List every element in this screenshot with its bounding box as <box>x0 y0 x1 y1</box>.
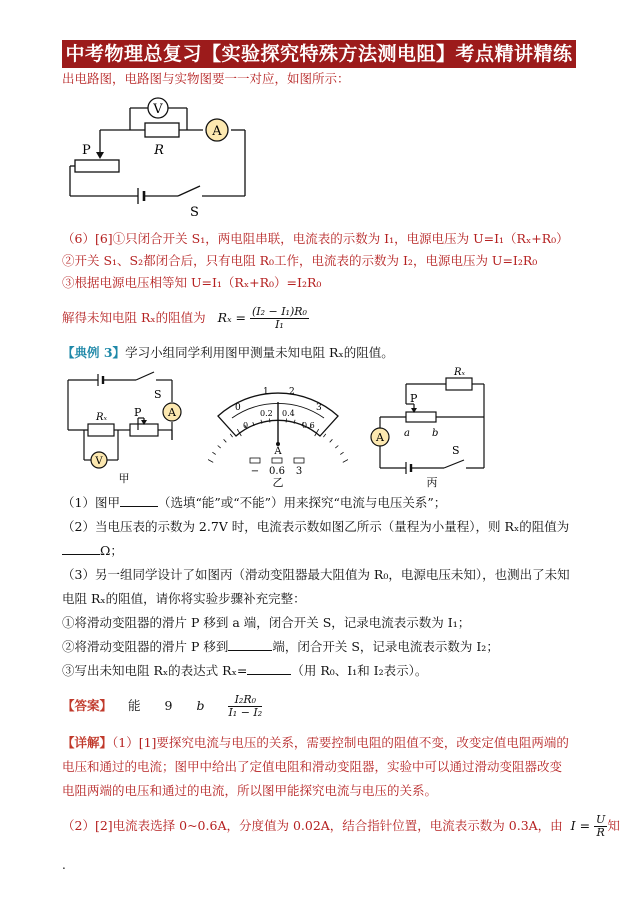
step6-line4-text: 解得未知电阻 Rₓ的阻值为 <box>62 310 206 325</box>
example-text: 学习小组同学利用图甲测量未知电阻 Rₓ的阻值。 <box>125 345 394 360</box>
q2-unit: Ω； <box>100 543 123 558</box>
question-3: （3）另一组同学设计了如图丙（滑动变阻器最大阻值为 R₀，电源电压未知），也测出了未知 <box>62 567 570 582</box>
bing-end-a: a <box>404 428 410 439</box>
dial-tick <box>343 460 348 463</box>
question-3-cont: 电阻 Rₓ的阻值，请你将实验步骤补充完整： <box>62 591 306 606</box>
yi-outer-tick-1: 1 <box>263 387 269 397</box>
rx-denominator: I₁ <box>275 318 284 331</box>
jia-voltmeter-label: V <box>95 456 103 467</box>
step6-line1: （6）[6]①只闭合开关 S₁，两电阻串联，电流表的示数为 I₁，电源电压为 U=I₁（Rₓ+R₀） <box>62 231 569 246</box>
yi-caption: 乙 <box>272 476 284 488</box>
yi-outer-tick-2: 2 <box>289 387 295 397</box>
circuit-diagram-1 <box>60 88 260 223</box>
figure-bing <box>368 364 498 488</box>
figure-jia <box>60 368 190 488</box>
dial-tick <box>330 439 333 442</box>
dial-tick <box>335 446 338 449</box>
yi-inner-tick-0: 0 <box>243 421 249 430</box>
step6-line3: ③根据电源电压相等知 U=I₁（Rₓ+R₀）=I₂R₀ <box>62 275 322 290</box>
bing-slider-label: P <box>410 392 418 405</box>
dial-tick <box>323 434 325 437</box>
rx-fraction <box>250 306 309 331</box>
rx-lhs: Rₓ = <box>217 310 246 325</box>
yi-terminal-3: 3 <box>295 466 303 477</box>
q2-blank <box>62 542 100 555</box>
bing-switch-label: S <box>452 444 460 457</box>
intro-text: 出电路图，电路图与实物图要一一对应，如图所示： <box>62 71 350 86</box>
bing-resistor-label: Rₓ <box>454 367 466 378</box>
yi-inner-tick-2: 0.4 <box>282 409 295 418</box>
detail-d4-end: 知 <box>607 818 620 833</box>
question-1 <box>62 494 446 512</box>
detail-tag: 【详解】 <box>62 735 113 750</box>
answer-tag: 【答案】 <box>62 698 113 713</box>
bing-ammeter-label: A <box>376 431 384 444</box>
detail-line3: 电阻两端的电压和通过的电流，所以图甲能探究电流与电压的关系。 <box>62 783 438 798</box>
s2-suffix: 端，闭合开关 S，记录电流表示数为 I₂； <box>272 639 499 654</box>
jia-ammeter-label: A <box>168 406 176 419</box>
q1-suffix: （选填“能”或“不能”）用来探究“电流与电压关系”； <box>157 495 447 510</box>
page-title: 中考物理总复习【实验探究特殊方法测电阻】考点精讲精练 <box>62 40 576 68</box>
answer-2: 9 <box>164 698 173 713</box>
q1-prefix: （1）图甲 <box>62 495 120 510</box>
example-heading <box>62 344 394 362</box>
answer-4-numerator: I₂R₀ <box>228 694 262 707</box>
dial-tick <box>230 434 232 437</box>
s2-blank <box>228 638 272 651</box>
s3-suffix: （用 R₀、I₁和 I₂表示）。 <box>291 663 428 678</box>
dial-tick <box>208 460 213 463</box>
question-2-cont <box>62 542 123 560</box>
detail-line1 <box>62 734 569 752</box>
bing-end-b: b <box>432 428 439 439</box>
footer-dot: . <box>62 858 66 872</box>
detail-line4 <box>62 814 620 839</box>
answer-1: 能 <box>128 698 141 713</box>
yi-unit: A <box>274 446 282 457</box>
detail-line2: 电压和通过的电流；图甲中给出了定值电阻和滑动变阻器，实验中可以通过滑动变阻器改变 <box>62 759 563 774</box>
yi-terminal-neg: − <box>250 466 260 477</box>
example-tag: 【典例 3】 <box>62 345 126 360</box>
s3-blank <box>247 662 291 675</box>
step-1: ①将滑动变阻器的滑片 P 移到 a 端，闭合开关 S，记录电流表示数为 I₁； <box>62 615 471 630</box>
jia-slider-label: P <box>134 406 142 419</box>
voltmeter-label: V <box>153 102 163 117</box>
switch-label: S <box>190 205 199 220</box>
jia-resistor-label: Rₓ <box>96 412 108 423</box>
yi-outer-tick-3: 3 <box>316 403 322 413</box>
s2-prefix: ②将滑动变阻器的滑片 P 移到 <box>62 639 229 654</box>
yi-terminal-06: 0.6 <box>269 466 285 477</box>
ohm-numerator: U <box>596 813 606 826</box>
ohm-denominator: R <box>596 826 605 839</box>
answer-3: b <box>196 698 205 713</box>
step6-line4 <box>62 306 309 331</box>
slider-label: P <box>82 143 91 158</box>
resistor-label: R <box>154 143 164 158</box>
detail-d4: （2）[2]电流表选择 0~0.6A，分度值为 0.02A，结合指针位置，电流表示数为 0.3A，由 <box>62 818 563 833</box>
figure-yi <box>208 372 348 488</box>
yi-inner-tick-3: 0.6 <box>302 421 315 430</box>
rx-numerator: (I₂ − I₁)R₀ <box>251 305 307 318</box>
answer-4-fraction <box>228 694 262 719</box>
yi-outer-tick-0: 0 <box>235 403 241 413</box>
answer-row <box>62 694 262 719</box>
ammeter-label: A <box>212 124 222 139</box>
step-2 <box>62 638 499 656</box>
jia-switch-label: S <box>154 388 162 401</box>
yi-inner-tick-1: 0.2 <box>260 409 273 418</box>
detail-d1: （1）[1]要探究电流与电压的关系，需要控制电阻的阻值不变，改变定值电阻两端的 <box>112 735 569 750</box>
bing-caption: 丙 <box>426 476 438 488</box>
s3-prefix: ③写出未知电阻 Rₓ的表达式 Rₓ= <box>62 663 248 678</box>
dial-tick <box>218 446 221 449</box>
dial-tick <box>224 439 227 442</box>
jia-caption: 甲 <box>118 472 130 485</box>
step6-line2: ②开关 S₁、S₂都闭合后，只有电阻 R₀工作，电流表的示数为 I₂，电源电压为 U=I₂R₀ <box>62 253 538 268</box>
dial-tick <box>212 452 215 454</box>
step-3 <box>62 662 427 680</box>
ohm-lhs: I = <box>570 818 591 833</box>
question-2: （2）当电压表的示数为 2.7V 时，电流表示数如图乙所示（量程为小量程），则 Rₓ的阻值为 <box>62 519 570 534</box>
dial-tick <box>340 452 343 454</box>
answer-4-denominator: I₁ − I₂ <box>228 706 263 719</box>
ohm-fraction <box>594 814 607 839</box>
q1-blank <box>120 494 158 507</box>
